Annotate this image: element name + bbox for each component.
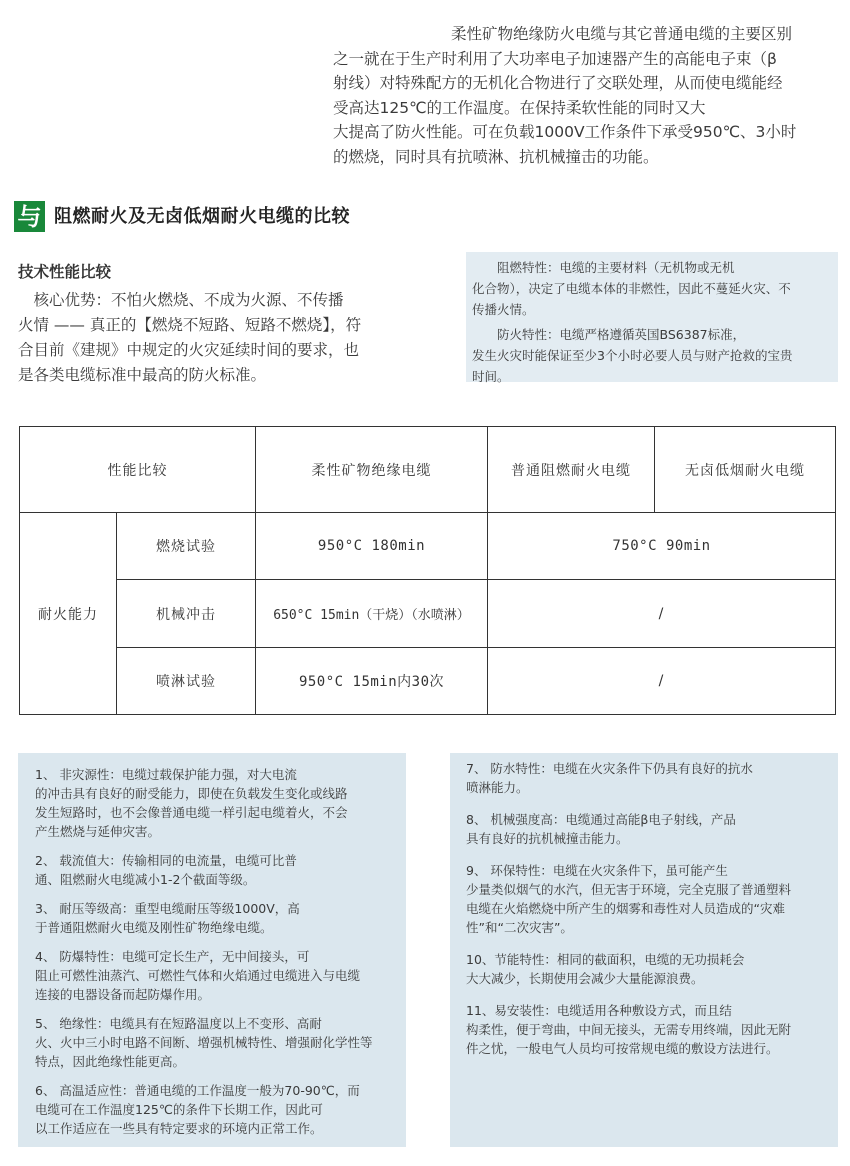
test-name: 燃烧试验 <box>117 513 256 580</box>
other-value: / <box>488 580 836 648</box>
intro-line: 受高达125℃的工作温度。在保持柔软性能的同时又大 <box>333 98 706 117</box>
property-item: 3、 耐压等级高：重型电缆耐压等级1000V，高 于普通阻燃耐火电缆及刚性矿物绝缘电缆。 <box>35 901 300 935</box>
property-item: 1、 非灾源性：电缆过载保护能力强，对大电流 的冲击具有良好的耐受能力，即使在负载发生变化或线路 发生短路时，也不会像普通电缆一样引起电缆着火，不会 产生燃烧与延伸灾害。 <box>35 767 348 839</box>
mineral-value: 950°C 180min <box>256 513 488 580</box>
property-item: 5、 绝缘性：电缆具有在短路温度以上不变形、高耐 火、火中三小时电路不间断、增强机械特性、增强耐化学性等 特点，因此绝缘性能更高。 <box>35 1016 373 1069</box>
core-line: 是各类电缆标准中最高的防火标准。 <box>18 366 267 384</box>
intro-line: 之一就在于生产时利用了大功率电子加速器产生的高能电子束（β <box>333 49 777 68</box>
intro-line: 的燃烧，同时具有抗喷淋、抗机械撞击的功能。 <box>333 147 659 166</box>
comparison-table <box>19 426 836 715</box>
properties-left-panel <box>18 753 406 1147</box>
header-retardant-cable: 普通阻燃耐火电缆 <box>488 427 655 513</box>
header-mineral-cable: 柔性矿物绝缘电缆 <box>256 427 488 513</box>
feature-line: 防火特性：电缆严格遵循英国BS6387标准， <box>472 327 746 342</box>
property-item: 10、节能特性：相同的截面积，电缆的无功损耗会 大大减少，长期使用会减少大量能源浪费。 <box>466 952 745 986</box>
table-header-row <box>20 427 836 513</box>
intro-line: 射线）对特殊配方的无机化合物进行了交联处理，从而使电缆能经 <box>333 74 783 92</box>
property-item: 7、 防水特性：电缆在火灾条件下仍具有良好的抗水 喷淋能力。 <box>466 761 753 795</box>
core-advantage-paragraph <box>18 288 428 388</box>
intro-paragraph <box>333 22 843 169</box>
property-item: 4、 防爆特性：电缆可定长生产，无中间接头，可 阻止可燃性油蒸汽、可燃性气体和火焰通过电缆进入与电缆 连接的电器设备而起防爆作用。 <box>35 949 361 1002</box>
core-line: 合目前《建规》中规定的火灾延续时间的要求，也 <box>18 341 360 359</box>
tech-heading: 技术性能比较 <box>18 263 112 281</box>
group-label: 耐火能力 <box>20 513 117 715</box>
test-name: 机械冲击 <box>117 580 256 648</box>
property-item: 8、 机械强度高：电缆通过高能β电子射线，产品 具有良好的抗机械撞击能力。 <box>466 812 736 846</box>
property-item: 9、 环保特性：电缆在火灾条件下，虽可能产生 少量类似烟气的水汽，但无害于环境，完全克服了普通塑料 电缆在火焰燃烧中所产生的烟雾和毒性对人员造成的“灾难 性”和“二次灾害”。 <box>466 863 792 935</box>
other-value: / <box>488 648 836 715</box>
properties-right-panel <box>450 753 838 1147</box>
table-row <box>20 580 836 648</box>
core-line: 火情 —— 真正的【燃烧不短路、短路不燃烧】，符 <box>18 316 362 334</box>
mineral-value: 950°C 15min内30次 <box>256 648 488 715</box>
mineral-value: 650°C 15min（干烧）（水喷淋） <box>256 580 488 648</box>
test-name: 喷淋试验 <box>117 648 256 715</box>
feature-line: 化合物），决定了电缆本体的非燃性，因此不蔓延火灾、不 <box>472 281 791 296</box>
feature-line: 发生火灾时能保证至少3个小时必要人员与财产抢救的宝贵 <box>472 348 793 363</box>
core-line: 核心优势：不怕火燃烧、不成为火源、不传播 <box>18 291 344 309</box>
other-value: 750°C 90min <box>488 513 836 580</box>
section-badge: 与 <box>14 201 45 232</box>
feature-line: 阻燃特性：电缆的主要材料（无机物或无机 <box>472 260 735 275</box>
table-row <box>20 648 836 715</box>
property-item: 11、易安装性：电缆适用各种敷设方式，而且结 构柔性，便于弯曲，中间无接头，无需专用终端，因此无附 件之忧，一般电气人员均可按常规电缆的敷设方法进行。 <box>466 1003 792 1056</box>
feature-line: 传播火情。 <box>472 302 535 317</box>
section-title: 阻燃耐火及无卤低烟耐火电缆的比较 <box>54 206 350 227</box>
property-item: 6、 高温适应性：普通电缆的工作温度一般为70-90℃，而 电缆可在工作温度125℃的条件下长期工作，因此可 以工作适应在一些具有特定要求的环境内正常工作。 <box>35 1083 360 1136</box>
header-halogen-free-cable: 无卤低烟耐火电缆 <box>655 427 836 513</box>
feature-line: 时间。 <box>472 369 510 384</box>
header-performance: 性能比较 <box>20 427 256 513</box>
property-item: 2、 载流值大：传输相同的电流量，电缆可比普 通、阻燃耐火电缆减小1-2个截面等级。 <box>35 853 297 887</box>
intro-line: 柔性矿物绝缘防火电缆与其它普通电缆的主要区别 <box>451 25 793 43</box>
intro-line: 大提高了防火性能。可在负载1000V工作条件下承受950℃、3小时 <box>333 123 797 141</box>
table-row <box>20 513 836 580</box>
feature-box <box>466 252 838 382</box>
